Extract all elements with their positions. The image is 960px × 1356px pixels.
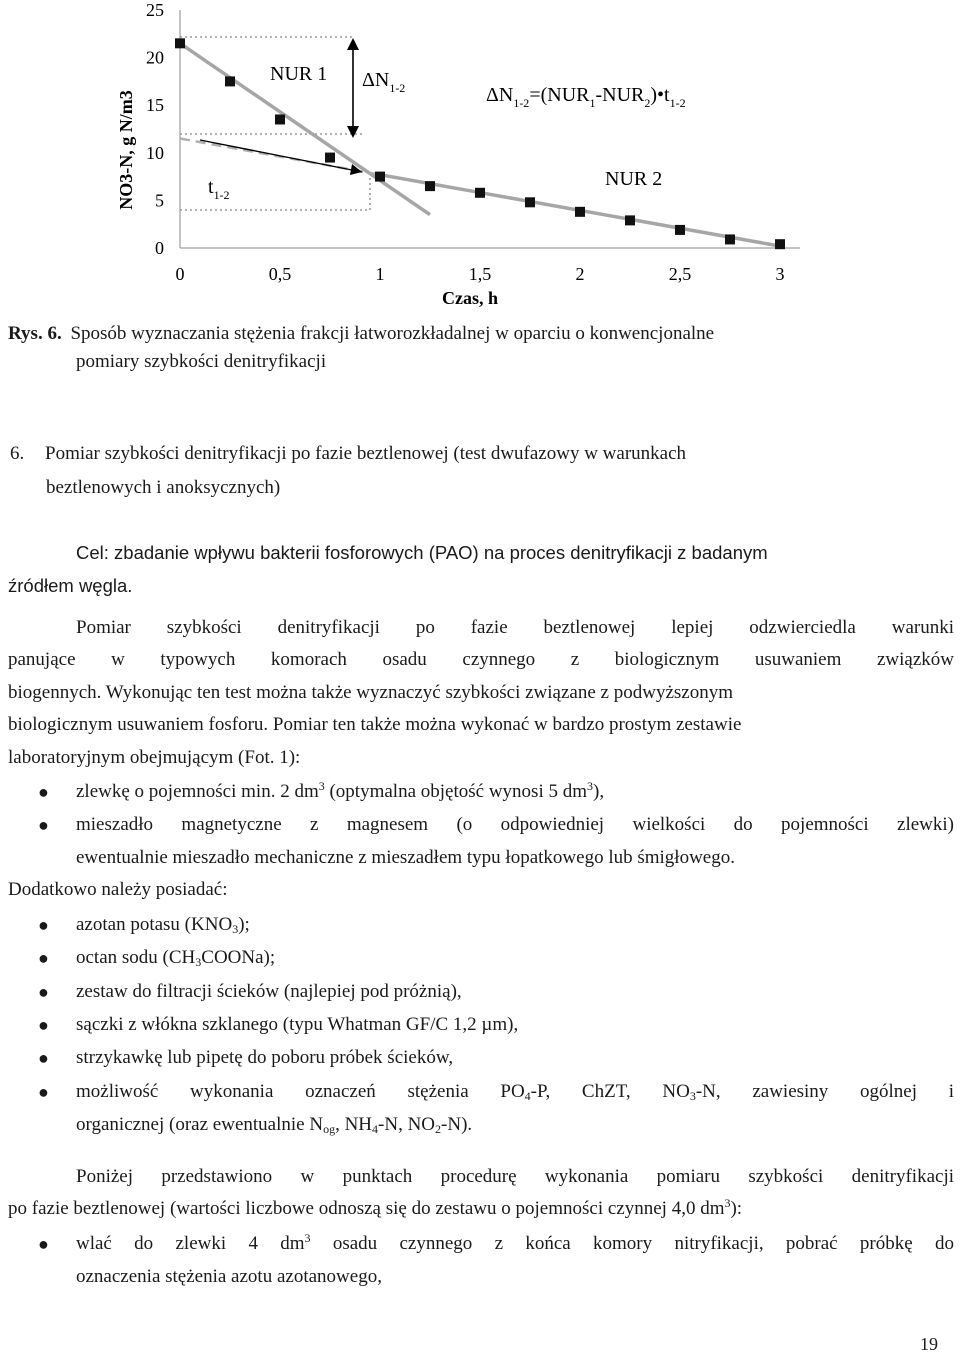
nitrate-chart [100, 0, 820, 310]
data-point [275, 114, 285, 124]
para1-line-1: Pomiar szybkości denitryfikacji po fazie beztlenowej lepiej odzwierciedla warunki [76, 617, 954, 638]
nur1-label: NUR 1 [270, 63, 328, 85]
bullet-dot: ● [38, 915, 49, 935]
bullet-dot: ● [38, 782, 49, 802]
y-tick-labels [146, 0, 164, 258]
equipment-item-beaker: zlewkę o pojemności min. 2 $dm^3$ (optymalna objętość wynosi 5 $dm^3$), [76, 779, 605, 802]
page-number: 19 [920, 1334, 938, 1354]
x-tick-label: 0,5 [268, 264, 292, 284]
figure-caption [8, 322, 714, 346]
para1-line-3: biogennych. Wykonując ten test można także wyznaczyć szybkości związane z podwyższonym [8, 682, 733, 703]
data-point [775, 239, 785, 249]
y-tick-label: 5 [155, 190, 164, 211]
x-tick-labels [176, 264, 785, 284]
procedure-line-1: Poniżej przedstawiono w punktach procedurę wykonania pomiaru szybkości denitryfikacji [76, 1166, 954, 1187]
section-number: 6. [10, 443, 25, 464]
y-tick-label: 10 [146, 142, 164, 163]
bullet-dot: ● [38, 1015, 49, 1035]
data-point [525, 197, 535, 207]
additional-item-syringe: strzykawkę lub pipetę do poboru próbek ścieków, [76, 1047, 454, 1068]
x-tick-label: 2,5 [668, 264, 692, 284]
x-tick-label: 1 [375, 264, 385, 284]
caption-text: Sposób wyznaczania stężenia frakcji łatworozkładalnej w oparciu o konwencjonalne [70, 323, 715, 344]
y-tick-label: 25 [146, 0, 164, 20]
bullet-dot: ● [38, 948, 49, 968]
y-tick-label: 15 [146, 95, 164, 116]
para1-line-4: biologicznym usuwaniem fosforu. Pomiar ten także można wykonać w bardzo prostym zestawie [8, 714, 742, 735]
section-heading [10, 442, 686, 466]
data-points [175, 38, 785, 249]
data-point [675, 225, 685, 235]
data-point [625, 215, 635, 225]
axis-frame [180, 10, 800, 248]
x-tick-label: 2 [575, 264, 585, 284]
additional-item-filtration: zestaw do filtracji ścieków (najlepiej pod próżnią), [76, 981, 462, 1002]
data-point [375, 172, 385, 182]
caption-line-2: pomiary szybkości denitryfikacji [76, 351, 327, 372]
caption-label: Rys. 6. [8, 323, 62, 344]
additional-item-analyses-line-2: organicznej (oraz ewentualnie $N_{og}$, $NH_4-N$, $NO_2-N$). [76, 1114, 473, 1136]
bullet-dot: ● [38, 982, 49, 1002]
delta-formula: $\Delta N_{1-2}=(NUR_1-NUR_2)•t_{1-2}$ [486, 84, 686, 110]
additional-item-analyses: możliwość wykonania oznaczeń stężenia $PO_4-P$, ChZT, $NO_3-N$, zawiesiny ogólnej i [76, 1081, 954, 1103]
x-axis-title: Czas, h [441, 288, 499, 308]
additional-item-kno3: azotan potasu $(KNO_3)$; [76, 914, 250, 936]
data-point [175, 38, 185, 48]
x-tick-label: 1,5 [468, 264, 492, 284]
delta-label: $\Delta N_{1-2}$ [362, 69, 406, 95]
additional-intro: Dodatkowo należy posiadać: [8, 879, 228, 900]
procedure-step-1-line-2: oznaczenia stężenia azotu azotanowego, [76, 1266, 382, 1287]
additional-item-filters: sączki z włókna szklanego (typu Whatman GF/C 1,2 µm), [76, 1014, 519, 1035]
equipment-item-stirrer: mieszadło magnetyczne z magnesem (o odpowiedniej wielkości do pojemności zlewki) [76, 814, 954, 835]
y-tick-label: 0 [155, 238, 164, 258]
data-point [575, 207, 585, 217]
goal-line-2: źródłem węgla. [8, 575, 133, 596]
nur2-label: NUR 2 [605, 168, 663, 190]
bullet-dot: ● [38, 1048, 49, 1068]
data-point [425, 181, 435, 191]
para1-line-5: laboratoryjnym obejmującym (Fot. 1): [8, 747, 301, 768]
y-axis-title: NO3-N, g N/m3 [116, 90, 136, 210]
data-point [225, 76, 235, 86]
t12-label: $t_{1-2}$ [208, 176, 230, 202]
procedure-step-1: wlać do zlewki 4 $dm^3$ osadu czynnego z końca komory nitryfikacji, pobrać próbkę do [76, 1231, 954, 1254]
y-tick-label: 20 [146, 47, 164, 68]
x-tick-label: 3 [775, 264, 785, 284]
data-point [725, 234, 735, 244]
delta-arrow [347, 38, 359, 138]
section-title-line-2: beztlenowych i anoksycznych) [46, 477, 281, 498]
para1-line-2: panujące w typowych komorach osadu czynnego z biologicznym usuwaniem związków [8, 649, 954, 670]
bullet-dot: ● [38, 1234, 49, 1254]
x-tick-label: 0 [175, 264, 185, 284]
additional-item-acetate: octan sodu $(CH_3COONa)$; [76, 947, 276, 969]
goal-line-1: Cel: zbadanie wpływu bakterii fosforowych (PAO) na proces denitryfikacji z badanym [76, 542, 768, 563]
procedure-line-2: po fazie beztlenowej (wartości liczbowe odnoszą się do zestawu o pojemności czynnej 4,0 $dm^3$): [8, 1196, 743, 1219]
section-title: Pomiar szybkości denitryfikacji po fazie beztlenowej (test dwufazowy w warunkach [45, 443, 687, 464]
data-point [325, 153, 335, 163]
equipment-item-stirrer-line-2: ewentualnie mieszadło mechaniczne z mieszadłem typu łopatkowego lub śmigłowego. [76, 847, 735, 868]
bullet-dot: ● [38, 1082, 49, 1102]
data-point [475, 188, 485, 198]
bullet-dot: ● [38, 815, 49, 835]
